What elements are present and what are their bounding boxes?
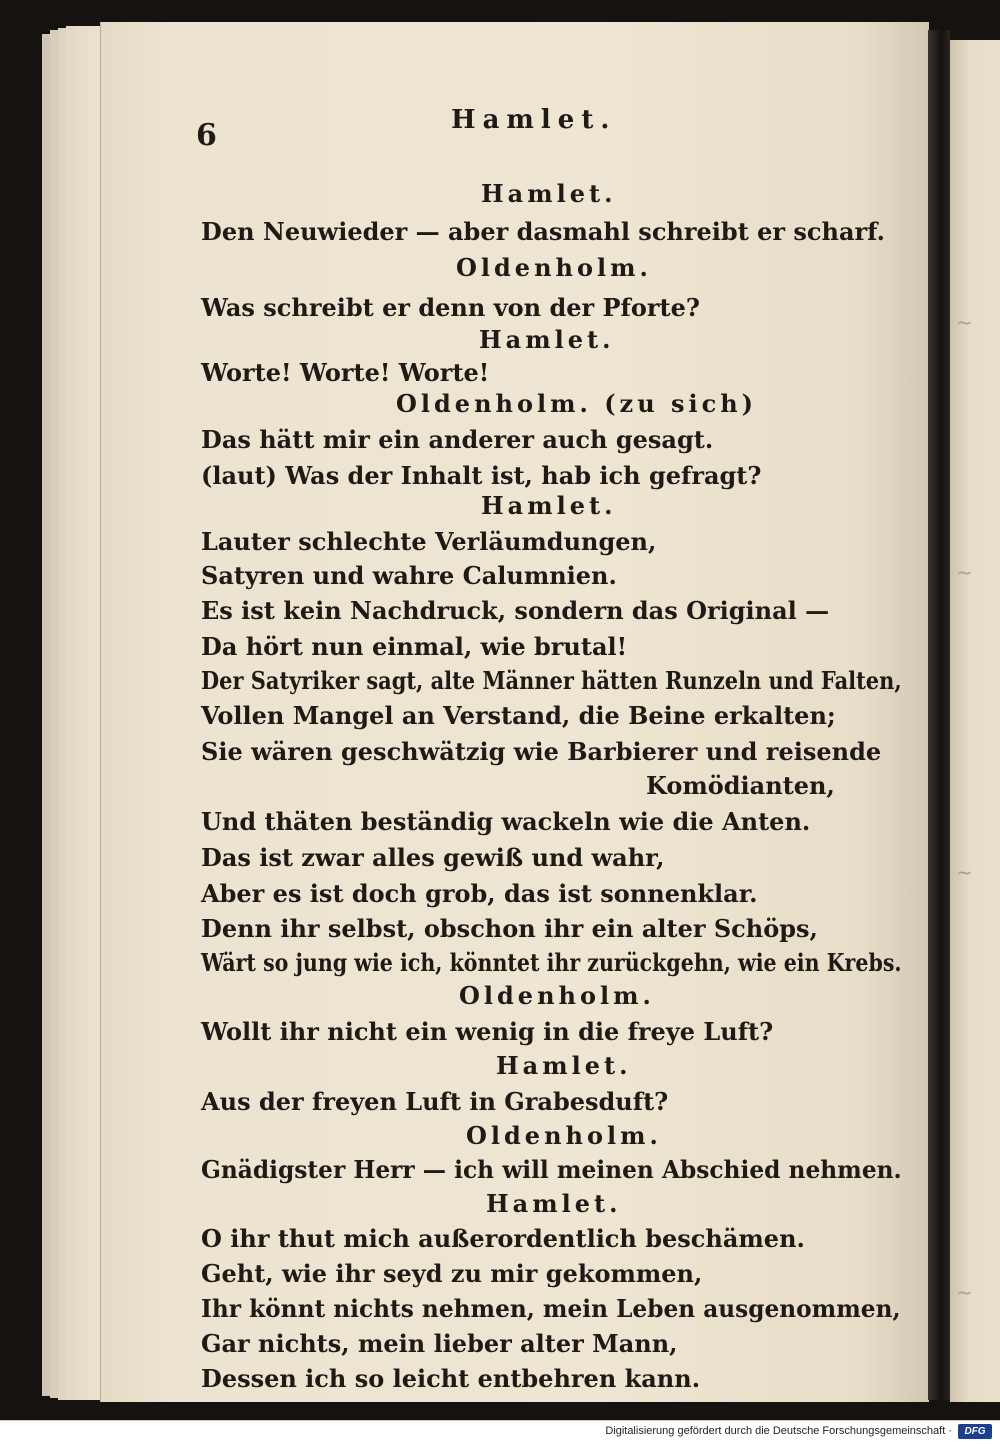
footer-bar (0, 1420, 1000, 1444)
verse-line: Wollt ihr nicht ein wenig in die freye Luft? (201, 1017, 774, 1046)
verse-line: Aus der freyen Luft in Grabesduft? (201, 1087, 669, 1116)
speaker-heading: Hamlet. (481, 491, 617, 520)
dfg-logo: DFG (958, 1424, 992, 1439)
verse-line: Gnädigster Herr — ich will meinen Abschied nehmen. (201, 1155, 902, 1184)
verse-line: (laut) Was der Inhalt ist, hab ich gefragt? (201, 461, 762, 490)
page-number: 6 (196, 118, 217, 153)
verse-line: Das hätt mir ein anderer auch gesagt. (201, 425, 714, 454)
funding-notice: Digitalisierung gefördert durch die Deutsche Forschungsgemeinschaft · (605, 1425, 952, 1437)
verse-line: Es ist kein Nachdruck, sondern das Original — (201, 596, 830, 625)
verse-line: Worte! Worte! Worte! (201, 358, 490, 387)
verse-line: Aber es ist doch grob, das ist sonnenklar. (201, 879, 758, 908)
book-page (100, 22, 929, 1402)
verse-line: Sie wären geschwätzig wie Barbierer und reisende (201, 737, 882, 766)
verse-line: Denn ihr selbst, obschon ihr ein alter Schöps, (201, 914, 818, 943)
verse-line: Geht, wie ihr seyd zu mir gekommen, (201, 1259, 703, 1288)
verse-line: Was schreibt er denn von der Pforte? (201, 293, 700, 322)
verse-line: Lauter schlechte Verläumdungen, (201, 527, 657, 556)
speaker-heading: Oldenholm. (456, 253, 652, 282)
speaker-heading: Oldenholm. (zu sich) (396, 389, 758, 418)
verse-line: Satyren und wahre Calumnien. (201, 561, 617, 590)
verse-line: Vollen Mangel an Verstand, die Beine erkalten; (201, 701, 836, 730)
speaker-heading: Oldenholm. (466, 1121, 662, 1150)
verse-line: Und thäten beständig wackeln wie die Anten. (201, 807, 811, 836)
book-gutter (928, 30, 950, 1400)
verse-line: Wärt so jung wie ich, könntet ihr zurückgehn, wie ein Krebs. (201, 948, 902, 977)
verse-line: Der Satyriker sagt, alte Männer hätten Runzeln und Falten, (201, 666, 902, 695)
verse-line: Ihr könnt nichts nehmen, mein Leben ausgenommen, (201, 1294, 901, 1323)
verse-line: Den Neuwieder — aber dasmahl schreibt er scharf. (201, 217, 885, 246)
facing-page-edge: ~ ~ ~ ~ (950, 40, 1000, 1402)
verse-line: Da hört nun einmal, wie brutal! (201, 632, 628, 661)
verse-line: Das ist zwar alles gewiß und wahr, (201, 843, 665, 872)
verse-line: O ihr thut mich außerordentlich beschämen. (201, 1224, 805, 1253)
verse-line: Komödianten, (646, 771, 835, 800)
verse-line: Dessen ich so leicht entbehren kann. (201, 1364, 701, 1393)
speaker-heading: Hamlet. (486, 1189, 622, 1218)
verse-line: Gar nichts, mein lieber alter Mann, (201, 1329, 678, 1358)
speaker-heading: Hamlet. (479, 325, 615, 354)
speaker-heading: Oldenholm. (459, 981, 655, 1010)
running-head: Hamlet. (451, 105, 617, 135)
speaker-heading: Hamlet. (481, 179, 617, 208)
speaker-heading: Hamlet. (496, 1051, 632, 1080)
